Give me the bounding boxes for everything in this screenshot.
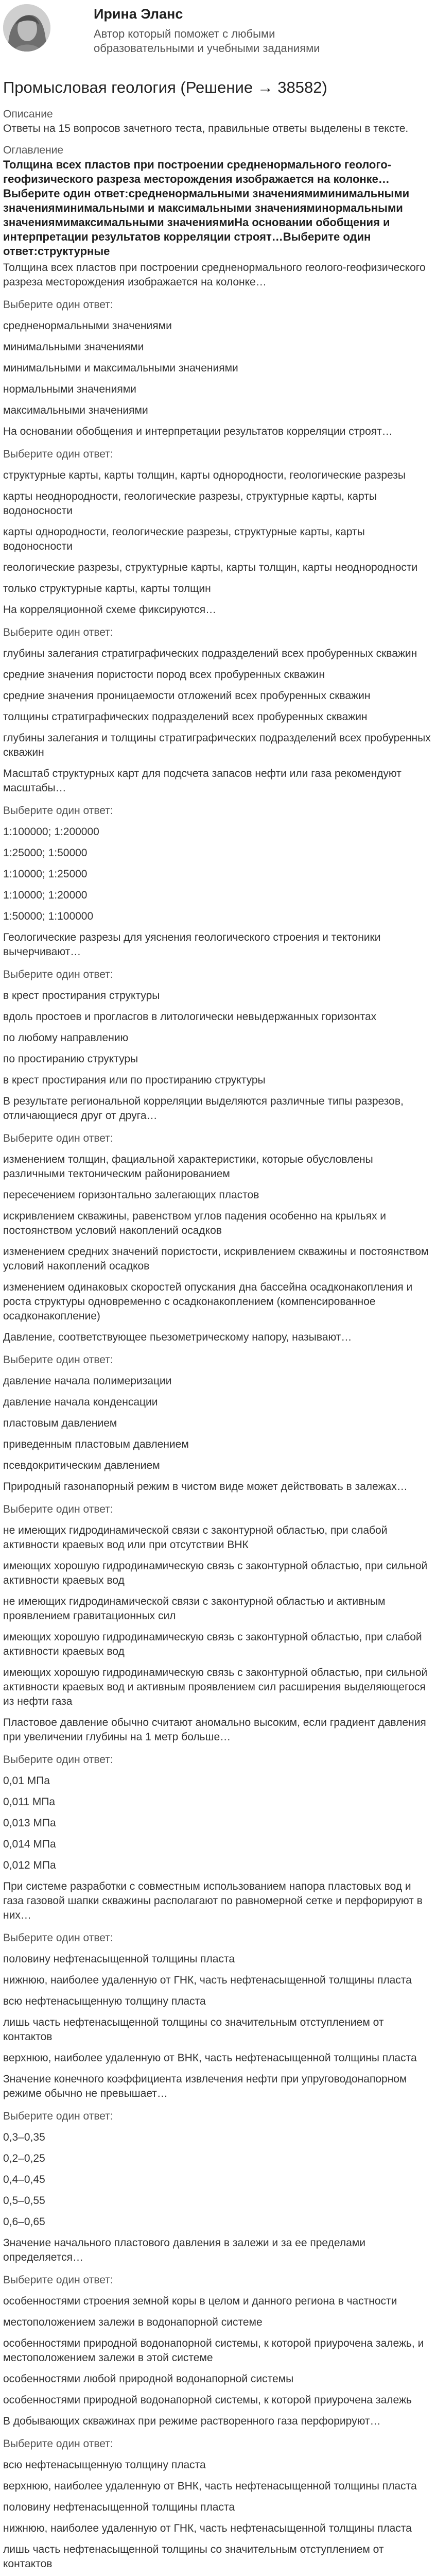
question-text: В результате региональной корреляции выделяются различные типы разрезов, отличающиеся друг от друга…: [3, 1095, 404, 1122]
author-description: Автор который поможет с любыми образовательными и учебными заданиями: [94, 27, 320, 55]
answer-option: только структурные карты, карты толщин: [3, 583, 211, 595]
answer-option: всю нефтенасыщенную толщину пласта: [3, 1995, 206, 2007]
answer-option: лишь часть нефтенасыщенной толщины со значительным отступлением от контактов: [3, 2016, 384, 2043]
answer-option: давление начала полимеризации: [3, 1375, 172, 1387]
choose-one-label: Выберите один ответ:: [3, 1754, 113, 1766]
answer-option: нормальными значениями: [3, 383, 136, 395]
answer-option: по простиранию структуры: [3, 1053, 138, 1065]
choose-one-label: Выберите один ответ:: [3, 969, 113, 980]
answer-option: верхнюю, наиболее удаленную от ВНК, часть нефтенасыщенной толщины пласта: [3, 2480, 417, 2492]
choose-one-label: Выберите один ответ:: [3, 1354, 113, 1366]
question-block: [3, 1879, 433, 2065]
choose-one-label: Выберите один ответ:: [3, 1932, 113, 1944]
answer-option: толщины стратиграфических подразделений всех пробуренных скважин: [3, 711, 368, 723]
choose-one-label: Выберите один ответ:: [3, 805, 113, 817]
answer-option: 0,2–0,25: [3, 2153, 45, 2164]
answer-option: средние значения пористости пород всех пробуренных скважин: [3, 669, 325, 681]
answer-option: 0,012 МПа: [3, 1859, 56, 1871]
answer-option: изменением средних значений пористости, искривлением скважины и постоянством условий накоплений осадков: [3, 1246, 429, 1272]
answer-option: глубины залегания и толщины стратиграфических подразделений всех пробуренных скважин: [3, 732, 431, 758]
answer-option: по любому направлению: [3, 1032, 129, 1044]
answer-option: имеющих хорошую гидродинамическую связь с законтурной областью, при сильной активности краевых вод: [3, 1560, 428, 1586]
choose-one-label: Выберите один ответ:: [3, 2274, 113, 2286]
answer-option: половину нефтенасыщенной толщины пласта: [3, 1953, 235, 1965]
answer-option: местоположением залежи в водонапорной системе: [3, 2316, 263, 2328]
answer-option: минимальными значениями: [3, 341, 144, 353]
answer-option: псевдокритическим давлением: [3, 1460, 160, 1471]
answer-option: нижнюю, наиболее удаленную от ГНК, часть нефтенасыщенной толщины пласта: [3, 1974, 412, 1986]
question-text: Давление, соответствующее пьезометрическому напору, называют…: [3, 1331, 352, 1343]
answer-option: 0,6–0,65: [3, 2216, 45, 2228]
question-text: На корреляционной схеме фиксируются…: [3, 604, 217, 616]
answer-option: нижнюю, наиболее удаленную от ГНК, часть нефтенасыщенной толщины пласта: [3, 2522, 412, 2534]
answer-option: 0,014 МПа: [3, 1838, 56, 1850]
answer-option: пластовым давлением: [3, 1417, 117, 1429]
question-block: [3, 603, 433, 760]
answer-option: вдоль простоев и прогласгов в литологически невыдержанных горизонтах: [3, 1011, 377, 1023]
answer-option: 1:10000; 1:25000: [3, 868, 88, 880]
question-text: Толщина всех пластов при построении средненормального геолого-геофизического разреза месторождения изображается на колонке…: [3, 262, 426, 288]
question-text: Масштаб структурных карт для подсчета запасов нефти или газа рекомендуют масштабы…: [3, 768, 402, 794]
question-block: [3, 1330, 433, 1473]
answer-option: не имеющих гидродинамической связи с законтурной областью и активным проявлением гравитационных сил: [3, 1596, 386, 1622]
avatar-image-icon: [3, 4, 50, 52]
answer-option: средние значения проницаемости отложений всех пробуренных скважин: [3, 690, 371, 702]
answer-option: имеющих хорошую гидродинамическую связь с законтурной областью, при слабой активности краевых вод: [3, 1631, 422, 1657]
author-name[interactable]: Ирина Эланс: [94, 6, 183, 22]
answer-option: 0,4–0,45: [3, 2174, 45, 2185]
question-block: [3, 930, 433, 1088]
answer-option: особенностями строения земной коры в целом и данного региона в частности: [3, 2295, 397, 2307]
answer-option: верхнюю, наиболее удаленную от ВНК, часть нефтенасыщенной толщины пласта: [3, 2052, 417, 2064]
toc-label: Оглавление: [3, 144, 64, 156]
answer-option: имеющих хорошую гидродинамическую связь с законтурной областью, при сильной активности краевых вод и активным проявлением сил расширения выделяющегося из нефти газа: [3, 1667, 428, 1707]
answer-option: приведенным пластовым давлением: [3, 1438, 189, 1450]
author-info: [94, 5, 341, 56]
question-text: Пластовое давление обычно считают аномально высоким, если градиент давления при увеличении глубины на 1 метр больше…: [3, 1717, 426, 1743]
answer-option: половину нефтенасыщенной толщины пласта: [3, 2501, 235, 2513]
answer-option: 1:25000; 1:50000: [3, 847, 88, 859]
question-block: [3, 767, 433, 924]
answer-option: давление начала конденсации: [3, 1396, 158, 1408]
description-label: Описание: [3, 108, 53, 120]
page-title: Промысловая геология (Решение → 38582): [3, 78, 327, 96]
question-text: На основании обобщения и интерпретации результатов корреляции строят…: [3, 426, 393, 437]
answer-option: геологические разрезы, структурные карты, карты толщин, карты неоднородности: [3, 562, 418, 573]
answer-option: в крест простирания или по простиранию структуры: [3, 1074, 266, 1086]
answer-option: особенностями любой природной водонапорной системы: [3, 2373, 294, 2385]
answer-option: структурные карты, карты толщин, карты однородности, геологические разрезы: [3, 469, 406, 481]
answer-option: лишь часть нефтенасыщенной толщины со значительным отступлением от контактов: [3, 2544, 384, 2570]
answer-option: изменением толщин, фациальной характеристики, которые обусловлены различными тектоническим районированием: [3, 1154, 373, 1180]
answer-option: в крест простирания структуры: [3, 990, 160, 1002]
answer-option: искривлением скважины, равенством углов падения особенно на крыльях и постоянством условий накоплений осадков: [3, 1210, 387, 1236]
toc-summary: Толщина всех пластов при построении средненормального геолого-геофизического разреза месторождения изображается на колонке…Выберите один ответ:средненормальными значениямиминимальными значенияминимальными и максимальными значенияминормальными значениямимаксимальными значениямиНа основании обобщения и интерпретации результатов корреляции строят…Выберите один ответ:структурные: [3, 158, 410, 258]
choose-one-label: Выберите один ответ:: [3, 1503, 113, 1515]
answer-option: пересечением горизонтально залегающих пластов: [3, 1189, 259, 1201]
answer-option: 0,011 МПа: [3, 1796, 56, 1808]
answer-option: 1:100000; 1:200000: [3, 826, 99, 838]
answer-option: 0,013 МПа: [3, 1817, 56, 1829]
answer-option: 1:10000; 1:20000: [3, 889, 88, 901]
answer-option: карты неоднородности, геологические разрезы, структурные карты, карты водоносности: [3, 490, 377, 517]
question-block: [3, 2414, 433, 2571]
question-block: [3, 425, 433, 596]
questions-list: [3, 261, 433, 2576]
question-text: При системе разработки с совместным использованием напора пластовых вод и газа газовой шапки скважины располагают по равномерной сетке и перфорируют в них…: [3, 1880, 423, 1921]
question-text: Геологические разрезы для уяснения геологического строения и тектоники вычерчивают…: [3, 931, 381, 958]
question-text: Значение конечного коэффициента извлечения нефти при упруговодонапорном режиме обычно не превышает…: [3, 2073, 407, 2099]
answer-option: карты однородности, геологические разрезы, структурные карты, карты водоносности: [3, 526, 365, 552]
question-block: [3, 261, 433, 418]
answer-option: 0,01 МПа: [3, 1775, 50, 1787]
question-block: [3, 2072, 433, 2229]
choose-one-label: Выберите один ответ:: [3, 448, 113, 460]
answer-option: не имеющих гидродинамической связи с законтурной областью, при слабой активности краевых вод или при отсутствии ВНК: [3, 1524, 388, 1551]
answer-option: особенностями природной водонапорной системы, к которой приурочена залежь, и местоположением залежи в этой системе: [3, 2337, 424, 2364]
question-block: [3, 1480, 433, 1709]
choose-one-label: Выберите один ответ:: [3, 626, 113, 638]
question-text: В добывающих скважинах при режиме растворенного газа перфорируют…: [3, 2415, 381, 2427]
answer-option: 0,5–0,55: [3, 2195, 45, 2207]
choose-one-label: Выберите один ответ:: [3, 2110, 113, 2122]
question-block: [3, 1716, 433, 1873]
answer-option: 0,3–0,35: [3, 2131, 45, 2143]
description-text: Ответы на 15 вопросов зачетного теста, правильные ответы выделены в тексте.: [3, 123, 409, 134]
question-block: [3, 1094, 433, 1324]
question-block: [3, 2236, 433, 2408]
answer-option: максимальными значениями: [3, 404, 148, 416]
answer-option: всю нефтенасыщенную толщину пласта: [3, 2459, 206, 2471]
answer-option: 1:50000; 1:100000: [3, 910, 94, 922]
answer-option: средненормальными значениями: [3, 320, 172, 332]
question-text: Значение начального пластового давления в залежи и за ее пределами определяется…: [3, 2237, 365, 2263]
answer-option: минимальными и максимальными значениями: [3, 362, 238, 374]
author-avatar[interactable]: [3, 4, 50, 52]
choose-one-label: Выберите один ответ:: [3, 1132, 113, 1144]
choose-one-label: Выберите один ответ:: [3, 2438, 113, 2450]
answer-option: глубины залегания стратиграфических подразделений всех пробуренных скважин: [3, 648, 417, 659]
answer-option: изменением одинаковых скоростей опускания дна бассейна осадконакопления и роста структуры одновременно с осадконакоплением (компенсированное осадконакопление): [3, 1281, 413, 1322]
question-text: Природный газонапорный режим в чистом виде может действовать в залежах…: [3, 1481, 408, 1493]
author-card: [3, 4, 433, 56]
choose-one-label: Выберите один ответ:: [3, 299, 113, 311]
answer-option: особенностями природной водонапорной системы, к которой приурочена залежь: [3, 2394, 412, 2406]
